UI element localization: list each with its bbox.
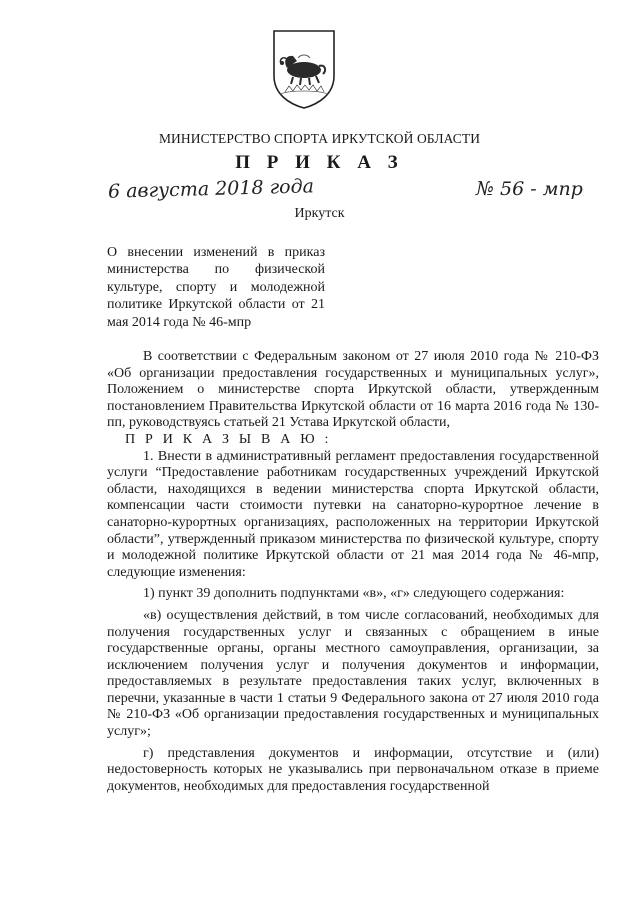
- order-body: [107, 349, 599, 795]
- subitem-v-paragraph: «в) осуществления действий, в том числе согласований, необходимых для получения государственных услуг и связанных с обращением в иные государственные органы, органы местного самоуправления, организации, за исключением получения услуг и получения документов и информации, предоставляемых в результате предоставления таких услуг, включенных в перечни, указанные в части 1 статьи 9 Федерального закона от 27 июля 2010 года № 210-ФЗ «Об организации предоставления государственных и муниципальных услуг»;: [107, 607, 599, 740]
- preamble-paragraph: В соответствии с Федеральным законом от 27 июля 2010 года № 210-ФЗ «Об организации предоставления государственных и муниципальных услуг», Положением о министерстве спорта Иркутской области, утвержденным постановлением Правительства Иркутской области от 16 марта 2016 года № 130-пп, руководствуясь статьей 21 Устава Иркутской области,: [107, 349, 599, 431]
- subitem-1-paragraph: 1) пункт 39 дополнить подпунктами «в», «г» следующего содержания:: [143, 586, 565, 602]
- irkutsk-coat-of-arms-icon: [271, 28, 337, 110]
- order-title: П Р И К А З: [235, 152, 404, 173]
- subitem-g-paragraph: г) представления документов и информации, отсутствие и (или) недостоверность которых не указывались при первоначальном отказе в приеме документов, необходимых для предоставления государственной: [107, 745, 599, 794]
- handwritten-order-number: № 56 - мпр: [476, 178, 583, 200]
- item-1-paragraph: 1. Внести в административный регламент предоставления государственной услуги “Предоставление работникам государственных учреждений Иркутской области, находящихся в ведении министерства спорта Иркутской области, компенсации части стоимости путевки на санаторно-курортное лечение в санаторно-курортных организациях, расположенных на территории Иркутской области”, утвержденный приказом министерства по физической культуре, спорту и молодежной политике Иркутской области от 21 мая 2014 года № 46-мпр, следующие изменения:: [107, 448, 599, 580]
- prikazyvayu-heading: П Р И К А З Ы В А Ю :: [125, 431, 332, 447]
- order-subject: О внесении изменений в приказ министерства по физической культуре, спорту и молодежной политике Иркутской области от 21 мая 2014 года № 46-мпр: [107, 245, 325, 330]
- ministry-name: МИНИСТЕРСТВО СПОРТА ИРКУТСКОЙ ОБЛАСТИ: [158, 131, 481, 146]
- city-name: Иркутск: [294, 206, 345, 221]
- handwritten-date: 6 августа 2018 года: [107, 175, 315, 203]
